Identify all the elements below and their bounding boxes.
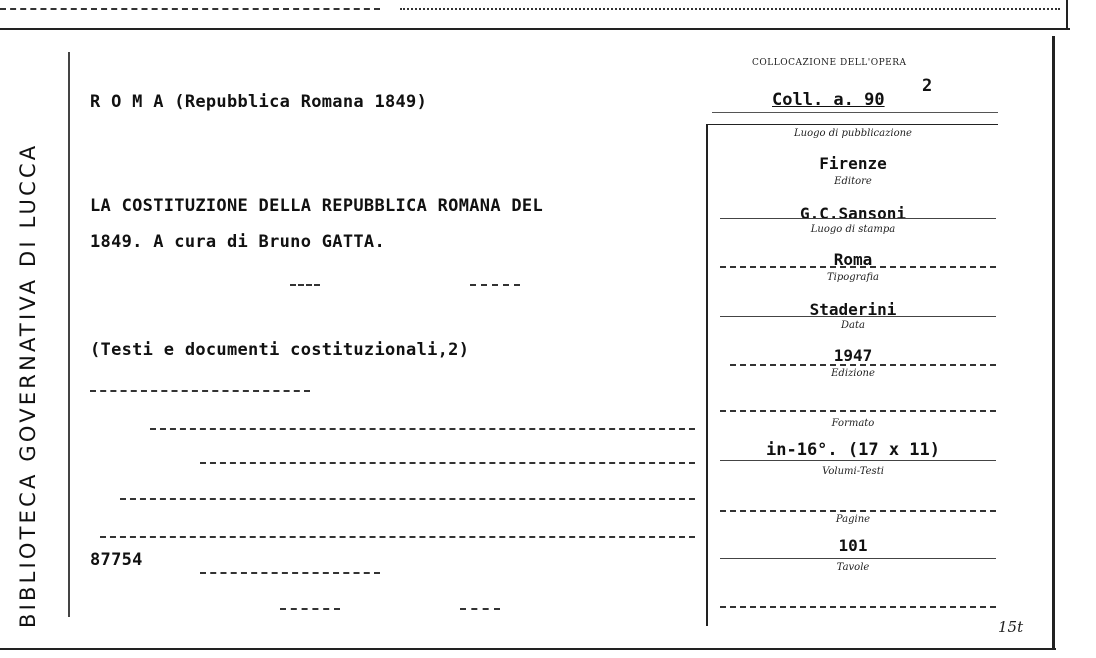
label-luogo-pubblicazione: Luogo di pubblicazione [794,128,912,139]
label-formato: Formato [831,418,875,429]
label-tipografia: Tipografia [826,272,880,283]
value-tipografia: Staderini [809,300,897,319]
blank-line [150,428,695,430]
handwritten-note: 15t [998,618,1024,636]
label-editore: Editore [834,176,872,187]
title-line-1: LA COSTITUZIONE DELLA REPUBBLICA ROMANA DEL [90,196,543,216]
blank-line [470,284,520,286]
bottom-border [0,648,1056,650]
label-volumi-testi: Volumi-Testi [822,466,884,477]
blank-line [200,572,380,574]
blank-line [460,608,500,610]
blank-line [280,608,340,610]
blank-line [120,498,695,500]
edizione-line [720,410,996,412]
value-formato: in-16°. (17 x 11) [766,440,940,460]
title-line-2: 1849. A cura di Bruno GATTA. [90,232,385,252]
blank-line [100,536,695,538]
corner-mark [1066,0,1068,28]
shelfmark-value: Coll. a. 90 [772,90,885,110]
value-pagine: 101 [838,536,868,555]
label-pagine: Pagine [835,514,871,525]
value-data: 1947 [833,346,873,365]
tipografia-line [720,316,996,317]
heading: R O M A (Repubblica Romana 1849) [90,92,428,112]
top-edge-line [400,8,1060,10]
volumi-line [720,510,996,512]
blank-line [200,462,695,464]
data-line [730,364,996,366]
pagine-line [720,558,996,559]
top-edge-line [0,8,380,10]
left-margin-line [68,52,70,617]
shelfmark-superscript: 2 [922,76,933,96]
tavole-line [720,606,996,608]
value-luogo-pubblicazione: Firenze [819,154,887,173]
library-name: BIBLIOTECA GOVERNATIVA DI LUCCA [16,142,40,628]
label-tavole: Tavole [836,562,870,573]
formato-line [720,460,996,461]
editore-line [720,218,996,219]
label-edizione: Edizione [831,368,875,379]
blank-line [290,284,320,286]
value-editore: G.C.Sansoni [800,204,906,223]
accession-number: 87754 [90,550,143,570]
value-luogo-stampa: Roma [833,250,873,269]
shelfmark-label: COLLOCAZIONE DELL'OPERA [752,58,907,68]
label-luogo-stampa: Luogo di stampa [810,224,896,235]
series: (Testi e documenti costituzionali,2) [90,340,470,360]
right-border [1052,36,1055,648]
top-border [0,28,1070,30]
luogo-stampa-line [720,266,996,268]
blank-line [90,390,310,392]
shelfmark-underline [712,112,998,113]
field-box-top [706,124,998,125]
label-data: Data [841,320,865,331]
